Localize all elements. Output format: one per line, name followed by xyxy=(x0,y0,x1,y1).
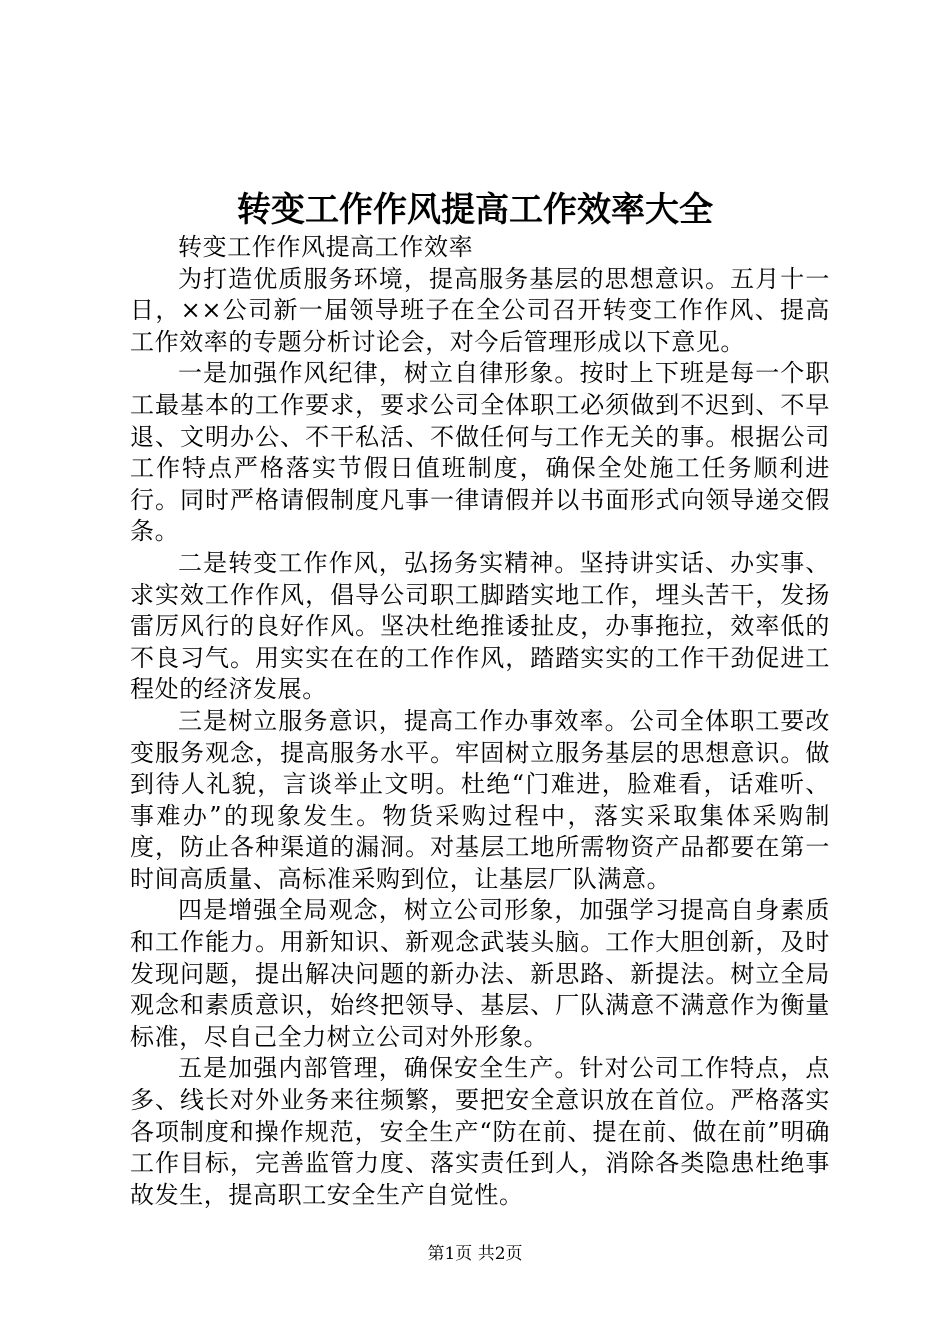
page-number-footer: 第1页 共2页 xyxy=(427,1244,523,1264)
document-body xyxy=(130,232,830,1211)
paragraph-point-5: 五是加强内部管理，确保安全生产。针对公司工作特点，点多、线长对外业务来往频繁，要把安全意识放在首位。严格落实各项制度和操作规范，安全生产“防在前、提在前、做在前”明确工作目标，完善监管力度、落实责任到人，消除各类隐患杜绝事故发生，提高职工安全生产自觉性。 xyxy=(130,1054,830,1209)
paragraph-point-4: 四是增强全局观念，树立公司形象，加强学习提高自身素质和工作能力。用新知识、新观念武装头脑。工作大胆创新，及时发现问题，提出解决问题的新办法、新思路、新提法。树立全局观念和素质意识，始终把领导、基层、厂队满意不满意作为衡量标准，尽自己全力树立公司对外形象。 xyxy=(130,896,830,1051)
paragraph-point-2: 二是转变工作作风，弘扬务实精神。坚持讲实话、办实事、求实效工作作风，倡导公司职工脚踏实地工作，埋头苦干，发扬雷厉风行的良好作风。坚决杜绝推诿扯皮，办事拖拉，效率低的不良习气。用实实在在的工作作风，踏踏实实的工作干劲促进工程处的经济发展。 xyxy=(130,548,830,704)
paragraph-point-3: 三是树立服务意识，提高工作办事效率。公司全体职工要改变服务观念，提高服务水平。牢固树立服务基层的思想意识。做到待人礼貌，言谈举止文明。杜绝“门难进，脸难看，话难听、事难办”的现象发生。物货采购过程中，落实采取集体采购制度，防止各种渠道的漏洞。对基层工地所需物资产品都要在第一时间高质量、高标准采购到位，让基层厂队满意。 xyxy=(130,706,830,893)
document-subtitle: 转变工作作风提高工作效率 xyxy=(178,233,474,261)
paragraph-point-1: 一是加强作风纪律，树立自律形象。按时上下班是每一个职工最基本的工作要求，要求公司全体职工必须做到不迟到、不早退、文明办公、不干私活、不做任何与工作无关的事。根据公司工作特点严格落实节假日值班制度，确保全处施工任务顺利进行。同时严格请假制度凡事一律请假并以书面形式向领导递交假条。 xyxy=(130,359,830,546)
document-title: 转变工作作风提高工作效率大全 xyxy=(237,190,713,230)
paragraph-intro: 为打造优质服务环境，提高服务基层的思想意识。五月十一日，××公司新一届领导班子在全公司召开转变工作作风、提高工作效率的专题分析讨论会，对今后管理形成以下意见。 xyxy=(130,264,830,356)
